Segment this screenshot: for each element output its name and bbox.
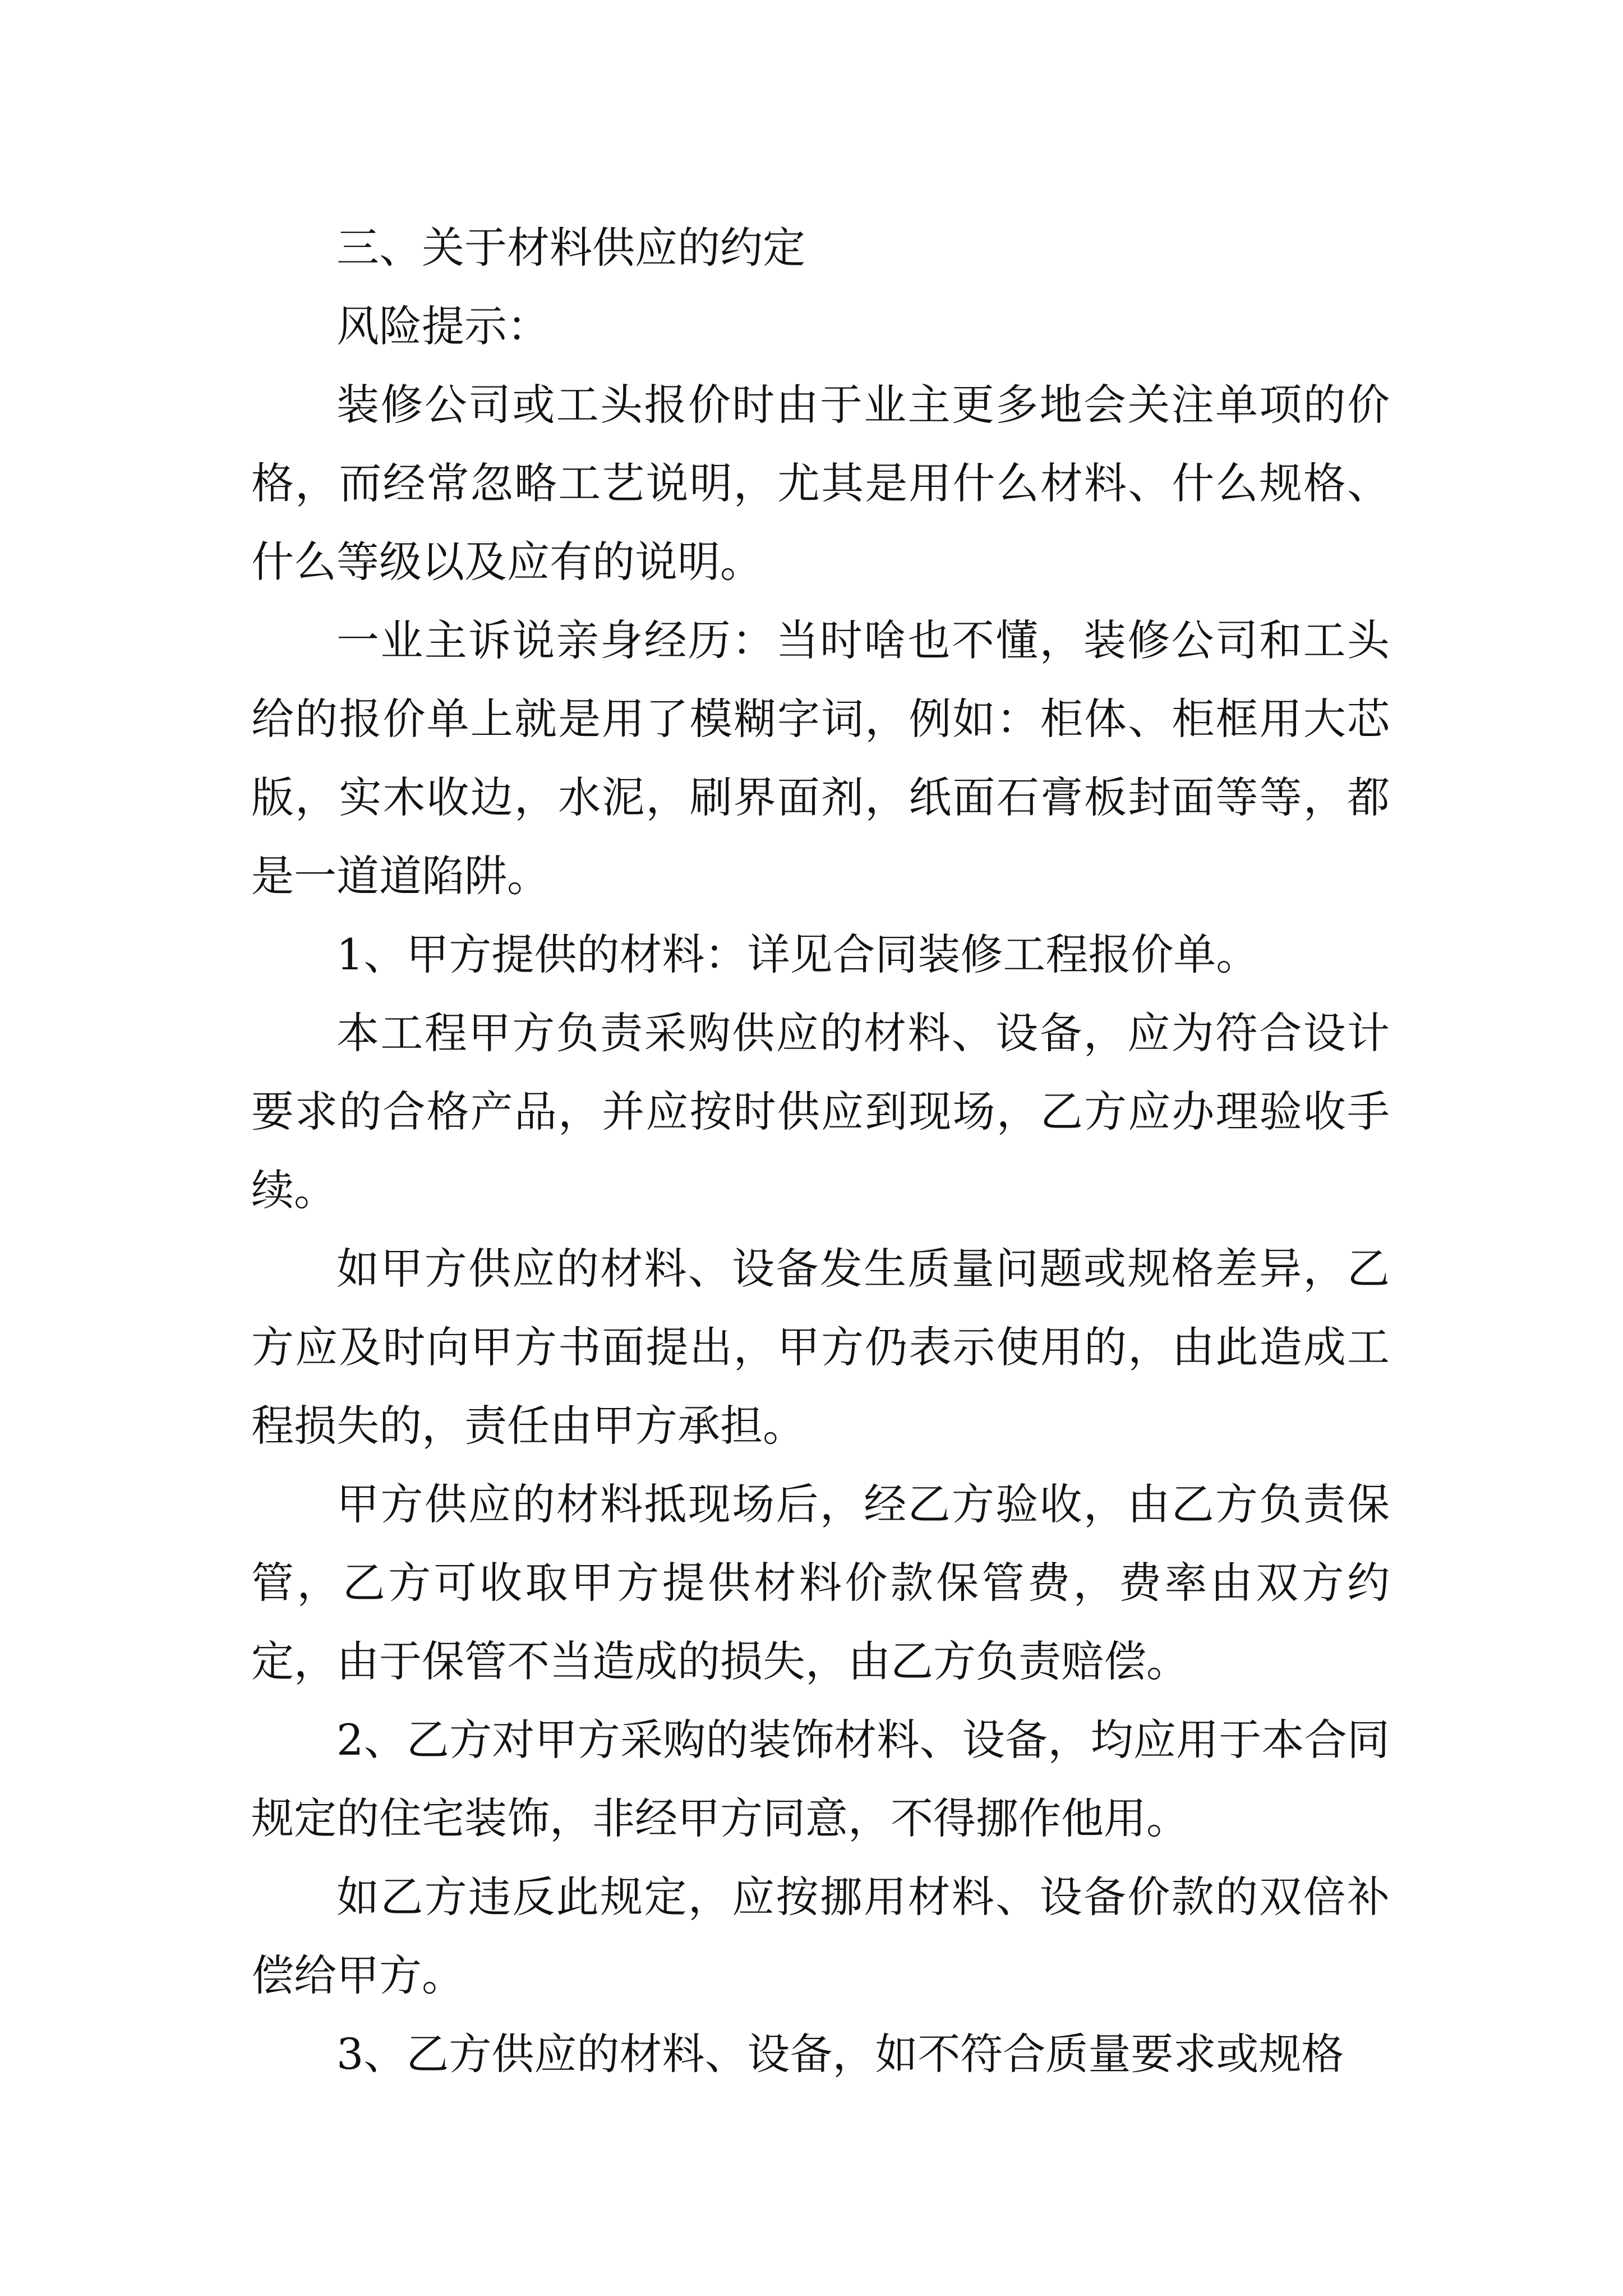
paragraph: 本工程甲方负责采购供应的材料、设备，应为符合设计要求的合格产品，并应按时供应到现场，乙方应办理验收手续。 (251, 1008, 1390, 1215)
clause-item: 3、乙方供应的材料、设备，如不符合质量要求或规格 (336, 2029, 1344, 2079)
risk-tip-label: 风险提示： (336, 301, 550, 351)
section-heading: 三、关于材料供应的约定 (336, 223, 805, 273)
paragraph: 如乙方违反此规定，应按挪用材料、设备价款的双倍补偿给甲方。 (251, 1872, 1390, 2000)
clause-item: 2、乙方对甲方采购的装饰材料、设备，均应用于本合同规定的住宅装饰，非经甲方同意，不得挪作他用。 (251, 1715, 1390, 1843)
paragraph: 如甲方供应的材料、设备发生质量问题或规格差异，乙方应及时向甲方书面提出，甲方仍表示使用的，由此造成工程损失的，责任由甲方承担。 (251, 1244, 1390, 1451)
paragraph: 甲方供应的材料抵现场后，经乙方验收，由乙方负责保管，乙方可收取甲方提供材料价款保管费，费率由双方约定，由于保管不当造成的损失，由乙方负责赔偿。 (251, 1479, 1390, 1686)
paragraph: 一业主诉说亲身经历：当时啥也不懂，装修公司和工头给的报价单上就是用了模糊字词，例如：柜体、柜框用大芯版，实木收边，水泥，刷界面剂，纸面石膏板封面等等，都是一道道陷阱。 (251, 615, 1390, 901)
paragraph: 装修公司或工头报价时由于业主更多地会关注单项的价格，而经常忽略工艺说明，尤其是用什么材料、什么规格、什么等级以及应有的说明。 (251, 380, 1390, 587)
document-body (251, 209, 1390, 2093)
clause-item: 1、甲方提供的材料：详见合同装修工程报价单。 (336, 930, 1259, 979)
